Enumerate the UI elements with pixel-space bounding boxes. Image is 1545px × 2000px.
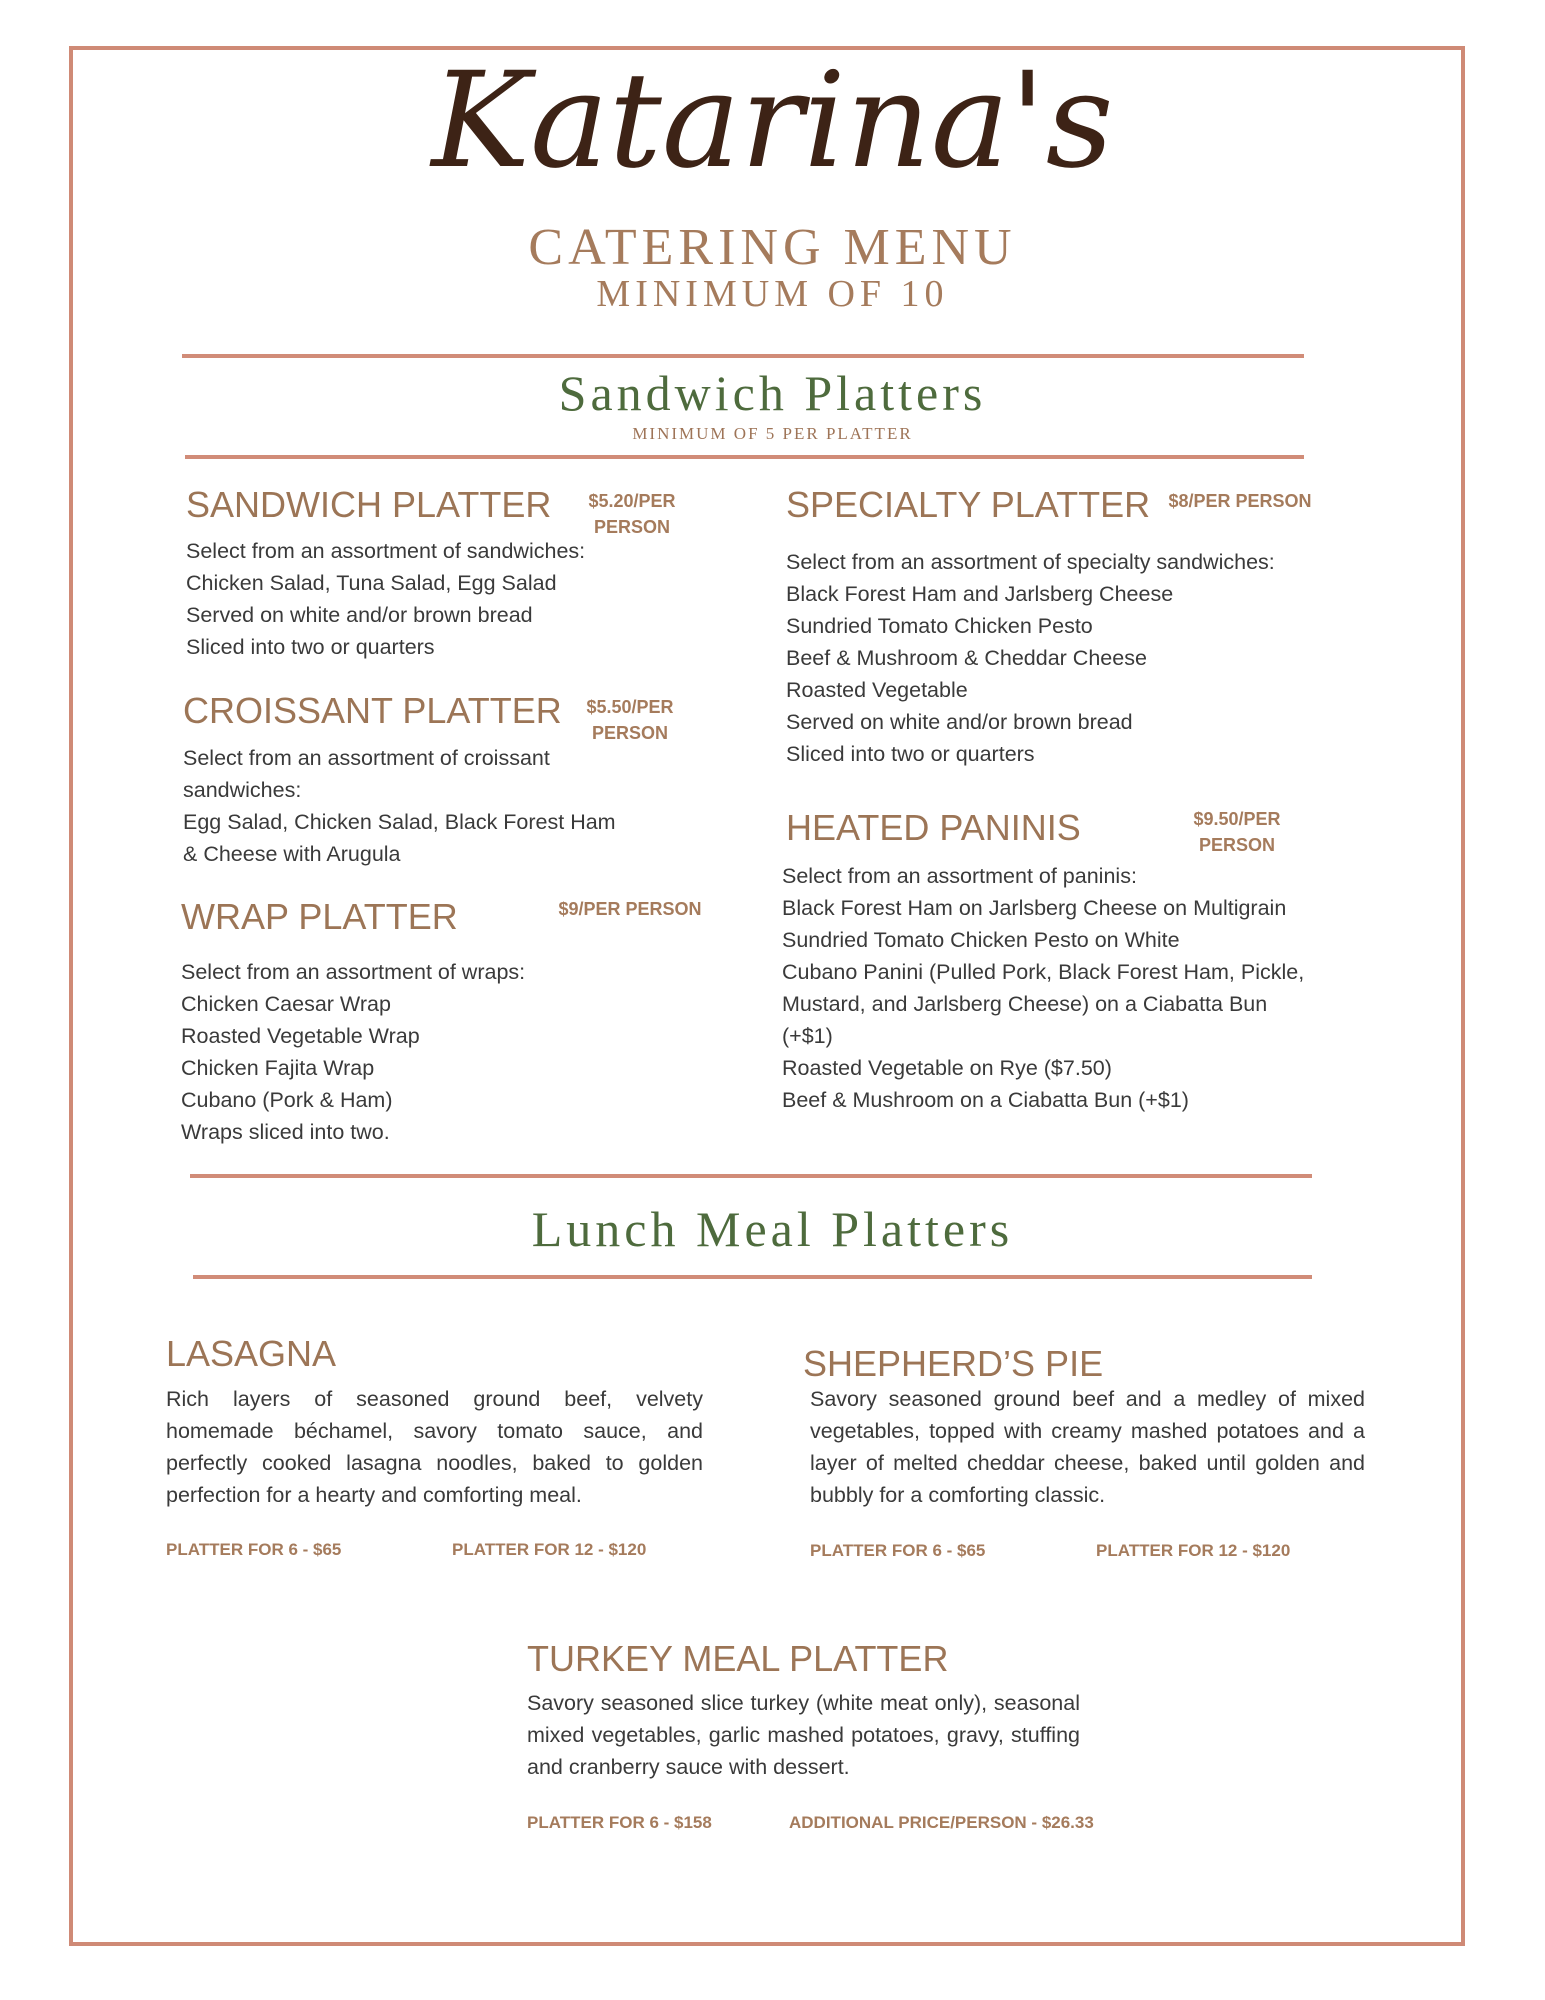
price-wrap-platter: $9/PER PERSON <box>558 899 702 919</box>
description-specialty-platter: Select from an assortment of specialty sandwiches: Black Forest Ham and Jarlsberg Cheese Sundried Tomato Chicken Pesto Beef & Mushroom & Cheddar Cheese Roasted Vegetable Served on white and/or brown bread Sliced into two or quarters <box>786 550 1275 766</box>
price-shepherds-pie-6: PLATTER FOR 6 - $65 <box>810 1541 986 1560</box>
price-sandwich-platter: $5.20/PER PERSON <box>588 491 676 537</box>
price-turkey-additional: ADDITIONAL PRICE/PERSON - $26.33 <box>789 1813 1094 1832</box>
item-name-croissant-platter: CROISSANT PLATTER <box>183 690 562 731</box>
item-name-shepherds-pie: SHEPHERD’S PIE <box>803 1343 1104 1384</box>
price-shepherds-pie-12: PLATTER FOR 12 - $120 <box>1096 1541 1291 1560</box>
section-note-sandwich: MINIMUM OF 5 PER PLATTER <box>632 424 913 443</box>
section-title-sandwich: Sandwich Platters <box>558 365 987 421</box>
price-croissant-platter: $5.50/PER PERSON <box>586 697 674 743</box>
divider-bottom-sandwich <box>185 455 1304 459</box>
restaurant-logo: Katarina's <box>431 44 1114 198</box>
item-name-heated-paninis: HEATED PANINIS <box>786 807 1081 848</box>
item-name-specialty-platter: SPECIALTY PLATTER <box>786 484 1151 525</box>
menu-title: CATERING MENU <box>528 219 1017 276</box>
description-lasagna: Rich layers of seasoned ground beef, velvety homemade béchamel, savory tomato sauce, and perfectly cooked lasagna noodles, baked to golden perfection for a hearty and comforting meal. <box>166 1387 703 1507</box>
description-heated-paninis: Select from an assortment of paninis: Black Forest Ham on Jarlsberg Cheese on Multigrain Sundried Tomato Chicken Pesto on White Cubano Panini (Pulled Pork, Black Forest Ham, Pickle, Mustard, and Jarlsberg Cheese) on a Ciabatta Bun (+$1) Roasted Vegetable on Rye ($7.50) Beef & Mushroom on a Ciabatta Bun (+$1) <box>782 864 1305 1112</box>
description-croissant-platter: Select from an assortment of croissant sandwiches: Egg Salad, Chicken Salad, Black Forest Ham & Cheese with Arugula <box>183 746 616 866</box>
price-lasagna-12: PLATTER FOR 12 - $120 <box>452 1540 647 1559</box>
price-heated-paninis: $9.50/PER PERSON <box>1193 809 1281 855</box>
divider-top-lunch <box>190 1174 1312 1178</box>
description-wrap-platter: Select from an assortment of wraps: Chicken Caesar Wrap Roasted Vegetable Wrap Chicken Fajita Wrap Cubano (Pork & Ham) Wraps sliced into two. <box>181 960 526 1144</box>
description-turkey-meal-platter: Savory seasoned slice turkey (white meat only), seasonal mixed vegetables, garlic mashed potatoes, gravy, stuffing and cranberry sauce with dessert. <box>527 1691 1080 1779</box>
item-name-turkey-meal-platter: TURKEY MEAL PLATTER <box>527 1638 949 1679</box>
description-shepherds-pie: Savory seasoned ground beef and a medley of mixed vegetables, topped with creamy mashed potatoes and a layer of melted cheddar cheese, baked until golden and bubbly for a comforting classic. <box>810 1387 1365 1507</box>
description-sandwich-platter: Select from an assortment of sandwiches: Chicken Salad, Tuna Salad, Egg Salad Served on white and/or brown bread Sliced into two or quarters <box>186 539 586 659</box>
item-name-wrap-platter: WRAP PLATTER <box>181 896 458 937</box>
section-title-lunch: Lunch Meal Platters <box>531 1201 1014 1257</box>
price-specialty-platter: $8/PER PERSON <box>1168 491 1312 511</box>
menu-minimum: MINIMUM OF 10 <box>596 273 949 315</box>
divider-bottom-lunch <box>193 1275 1312 1279</box>
item-name-sandwich-platter: SANDWICH PLATTER <box>186 484 552 525</box>
divider-top-sandwich <box>182 354 1304 358</box>
item-name-lasagna: LASAGNA <box>166 1333 337 1374</box>
price-lasagna-6: PLATTER FOR 6 - $65 <box>166 1540 342 1559</box>
price-turkey-6: PLATTER FOR 6 - $158 <box>527 1813 712 1832</box>
